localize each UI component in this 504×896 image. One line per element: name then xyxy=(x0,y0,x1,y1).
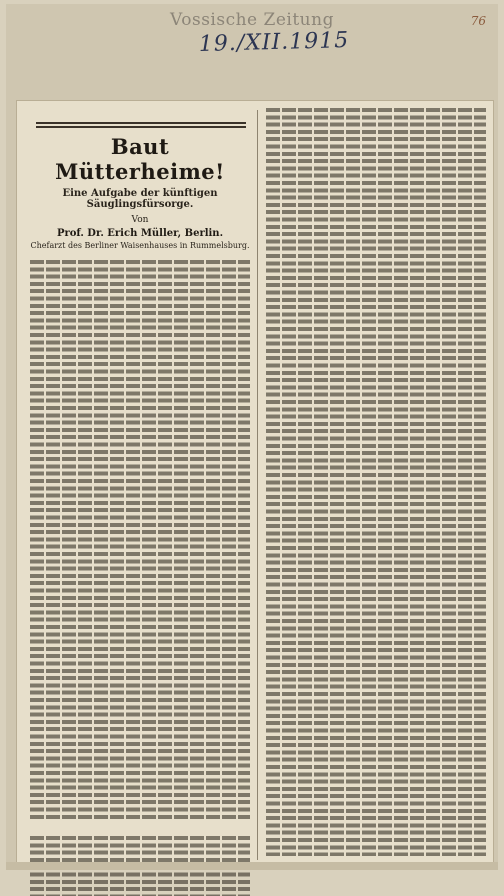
newspaper-clipping xyxy=(16,100,494,870)
author-affiliation: Chefarzt des Berliner Waisenhauses in Rummelsburg. xyxy=(30,241,250,250)
column-divider xyxy=(257,110,258,860)
article-headline: Baut Mütterheime! xyxy=(55,134,225,184)
page-number: 76 xyxy=(470,14,486,28)
archive-page xyxy=(6,4,498,870)
masthead-title: Vossische Zeitung xyxy=(170,10,334,30)
handwritten-date: 19./XII.1915 xyxy=(198,28,350,57)
article-subhead: Eine Aufgabe der künftigen Säuglingsfürsorge. xyxy=(62,188,218,210)
article-body-right xyxy=(266,108,486,856)
article-column-right xyxy=(266,108,486,856)
paragraph-gap xyxy=(30,820,250,826)
article-author: Prof. Dr. Erich Müller, Berlin. xyxy=(56,228,224,239)
article-body-left xyxy=(30,260,250,820)
article-column-left xyxy=(30,108,250,896)
byline-prefix: Von xyxy=(131,215,149,225)
page-bottom-edge xyxy=(6,862,498,870)
